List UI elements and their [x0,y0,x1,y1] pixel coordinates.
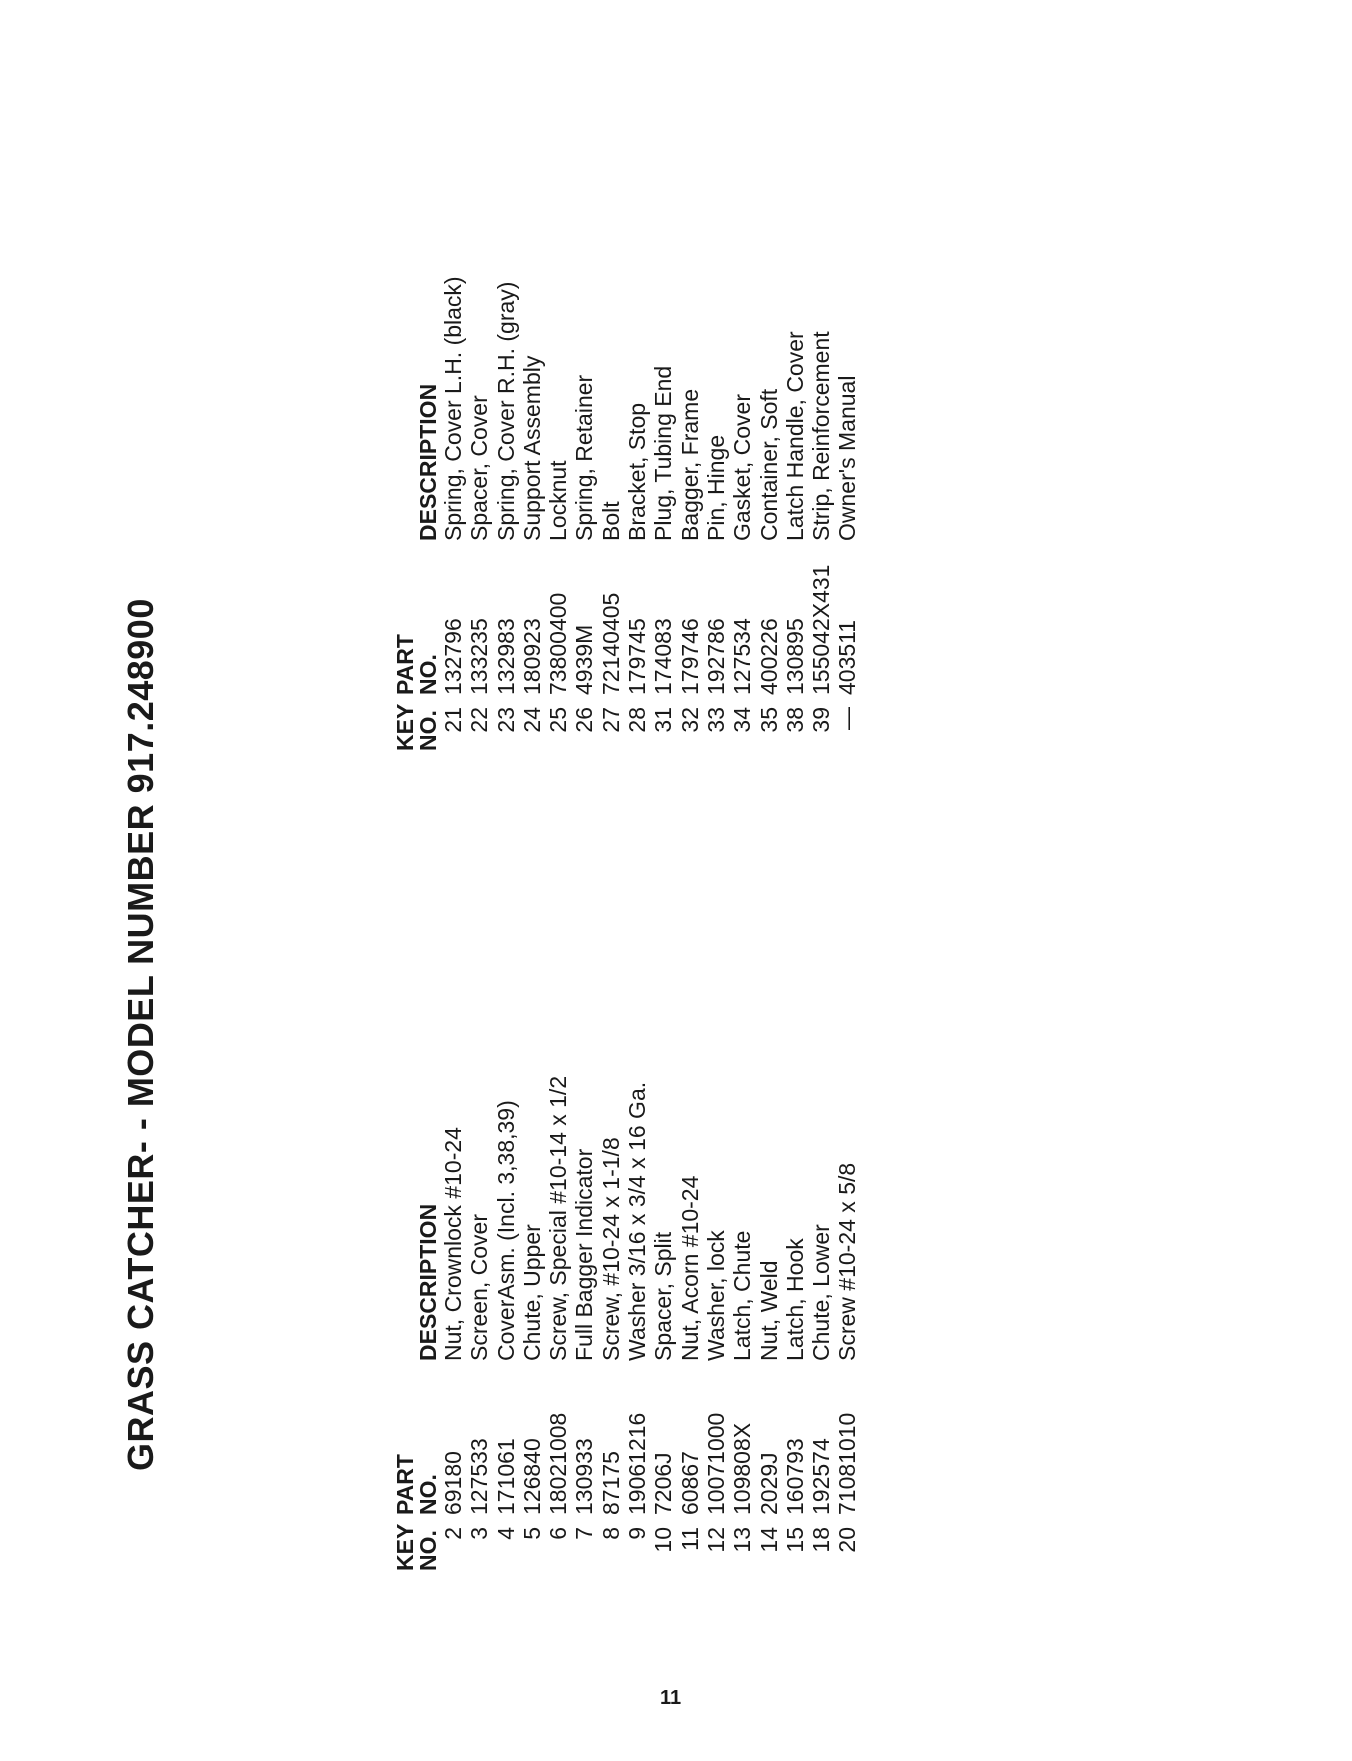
key-no-cell: 34 [729,707,756,733]
part-no-cell: 69180 [440,1451,466,1515]
description-cell: Bagger, Frame [676,388,703,541]
part-no-cell: 126840 [518,1438,545,1515]
part-no-cell: 73800400 [545,592,572,695]
key-no-cell: 24 [518,707,545,733]
description-cell: Spring, Cover L.H. (black) [440,276,466,541]
part-no-cell: 160793 [781,1438,808,1515]
part-no-cell: 174083 [650,618,677,695]
description-cell: Nut, Acorn #10-24 [676,1175,703,1361]
part-no-cell: 179745 [624,618,651,695]
description-header: DESCRIPTION [415,1203,441,1361]
key-no-cell: 18 [808,1527,835,1553]
description-cell: Spring, Cover R.H. (gray) [492,281,519,541]
description-cell: Spacer, Split [650,1231,677,1361]
key-no-cell: 11 [676,1527,703,1551]
part-no-cell: 127533 [466,1438,493,1515]
description-cell: CoverAsm. (Incl. 3,38,39) [492,1100,519,1361]
part-no-header: PART NO. [392,1454,441,1515]
part-no-cell: 18021008 [545,1412,572,1515]
part-no-cell: 179746 [676,618,703,695]
key-no-cell: 39 [808,707,835,733]
description-cell: Container, Soft [755,388,782,541]
key-no-cell: 32 [676,707,703,733]
key-no-cell: 31 [650,707,677,733]
key-no-cell: 2 [440,1527,466,1540]
description-cell: Pin, Hinge [702,434,729,541]
description-cell: Nut, Crownlock #10-24 [440,1127,466,1361]
key-no-cell: 3 [466,1527,493,1540]
description-cell: Locknut [545,460,572,541]
key-no-cell: 23 [492,707,519,733]
key-no-cell: 20 [834,1527,861,1553]
part-no-cell: 171061 [492,1438,519,1515]
key-no-cell: 26 [571,707,598,733]
description-cell: Spacer, Cover [466,395,493,541]
part-no-cell: 2029J [755,1452,782,1515]
key-no-cell: 12 [702,1527,729,1553]
description-cell: Screen, Cover [466,1213,493,1361]
part-no-cell: 71081010 [834,1412,861,1515]
key-no-cell: 8 [597,1527,624,1540]
description-cell: Washer, lock [702,1230,729,1361]
description-cell: Washer 3/16 x 3/4 x 16 Ga. [624,1081,651,1361]
description-cell: Bolt [597,501,624,541]
description-cell: Screw, #10-24 x 1-1/8 [597,1137,624,1361]
part-no-cell: 130933 [571,1438,598,1515]
page-title: GRASS CATCHER- - MODEL NUMBER 917.248900 [120,598,161,1471]
key-no-cell: 9 [624,1527,651,1540]
part-no-cell: 180923 [518,618,545,695]
key-no-cell: 35 [755,707,782,733]
description-cell: Latch Handle, Cover [781,331,808,541]
key-no-cell: 15 [781,1527,808,1553]
description-cell: Strip, Reinforcement [808,331,835,541]
part-no-cell: 60867 [676,1451,703,1515]
part-no-cell: 403511 [834,619,861,695]
key-no-cell: 21 [440,707,466,733]
description-header: DESCRIPTION [415,383,441,541]
description-cell: Chute, Lower [808,1224,835,1361]
part-no-cell: 155042X431 [808,564,835,695]
part-no-cell: 127534 [729,618,756,695]
part-no-cell: 132796 [440,618,466,695]
description-cell: Bracket, Stop [624,402,651,541]
part-no-cell: 72140405 [597,592,624,695]
description-cell: Full Bagger Indicator [571,1148,598,1361]
description-cell: Spring, Retainer [571,374,598,541]
key-no-cell: 38 [781,707,808,733]
key-no-cell: — [834,707,861,730]
description-cell: Nut, Weld [755,1260,782,1361]
page-number: 11 [660,1687,682,1709]
part-no-cell: 10071000 [702,1412,729,1515]
key-no-cell: 33 [702,707,729,733]
part-no-cell: 4939M [571,624,598,695]
description-cell: Support Assembly [518,355,545,541]
description-cell: Chute, Upper [518,1224,545,1361]
part-no-cell: 7206J [650,1452,677,1515]
key-no-cell: 22 [466,707,493,733]
key-no-cell: 27 [597,707,624,733]
key-no-cell: 28 [624,707,651,733]
part-no-cell: 400226 [755,618,782,695]
description-cell: Screw #10-24 x 5/8 [834,1162,861,1361]
key-no-cell: 5 [518,1527,545,1540]
key-no-cell: 14 [755,1527,782,1553]
description-cell: Screw, Special #10-14 x 1/2 [545,1075,572,1361]
part-no-cell: 133235 [466,618,493,695]
part-no-header: PART NO. [392,634,441,695]
key-no-cell: 10 [650,1527,677,1553]
part-no-cell: 130895 [781,618,808,695]
key-no-cell: 13 [729,1527,756,1553]
key-no-cell: 4 [492,1527,519,1540]
part-no-cell: 87175 [597,1451,624,1515]
part-no-cell: 19061216 [624,1412,651,1515]
description-cell: Latch, Hook [781,1238,808,1361]
key-no-cell: 25 [545,707,572,733]
description-cell: Latch, Chute [729,1230,756,1361]
part-no-cell: 109808X [729,1422,756,1515]
key-no-cell: 7 [571,1527,598,1540]
key-no-header: KEY NO. [392,703,441,751]
description-cell: Owner's Manual [834,375,861,541]
key-no-header: KEY NO. [392,1523,441,1571]
description-cell: Gasket, Cover [729,394,756,541]
part-no-cell: 192786 [702,618,729,695]
key-no-cell: 6 [545,1527,572,1540]
description-cell: Plug, Tubing End [650,365,677,541]
part-no-cell: 192574 [808,1438,835,1515]
part-no-cell: 132983 [492,618,519,695]
